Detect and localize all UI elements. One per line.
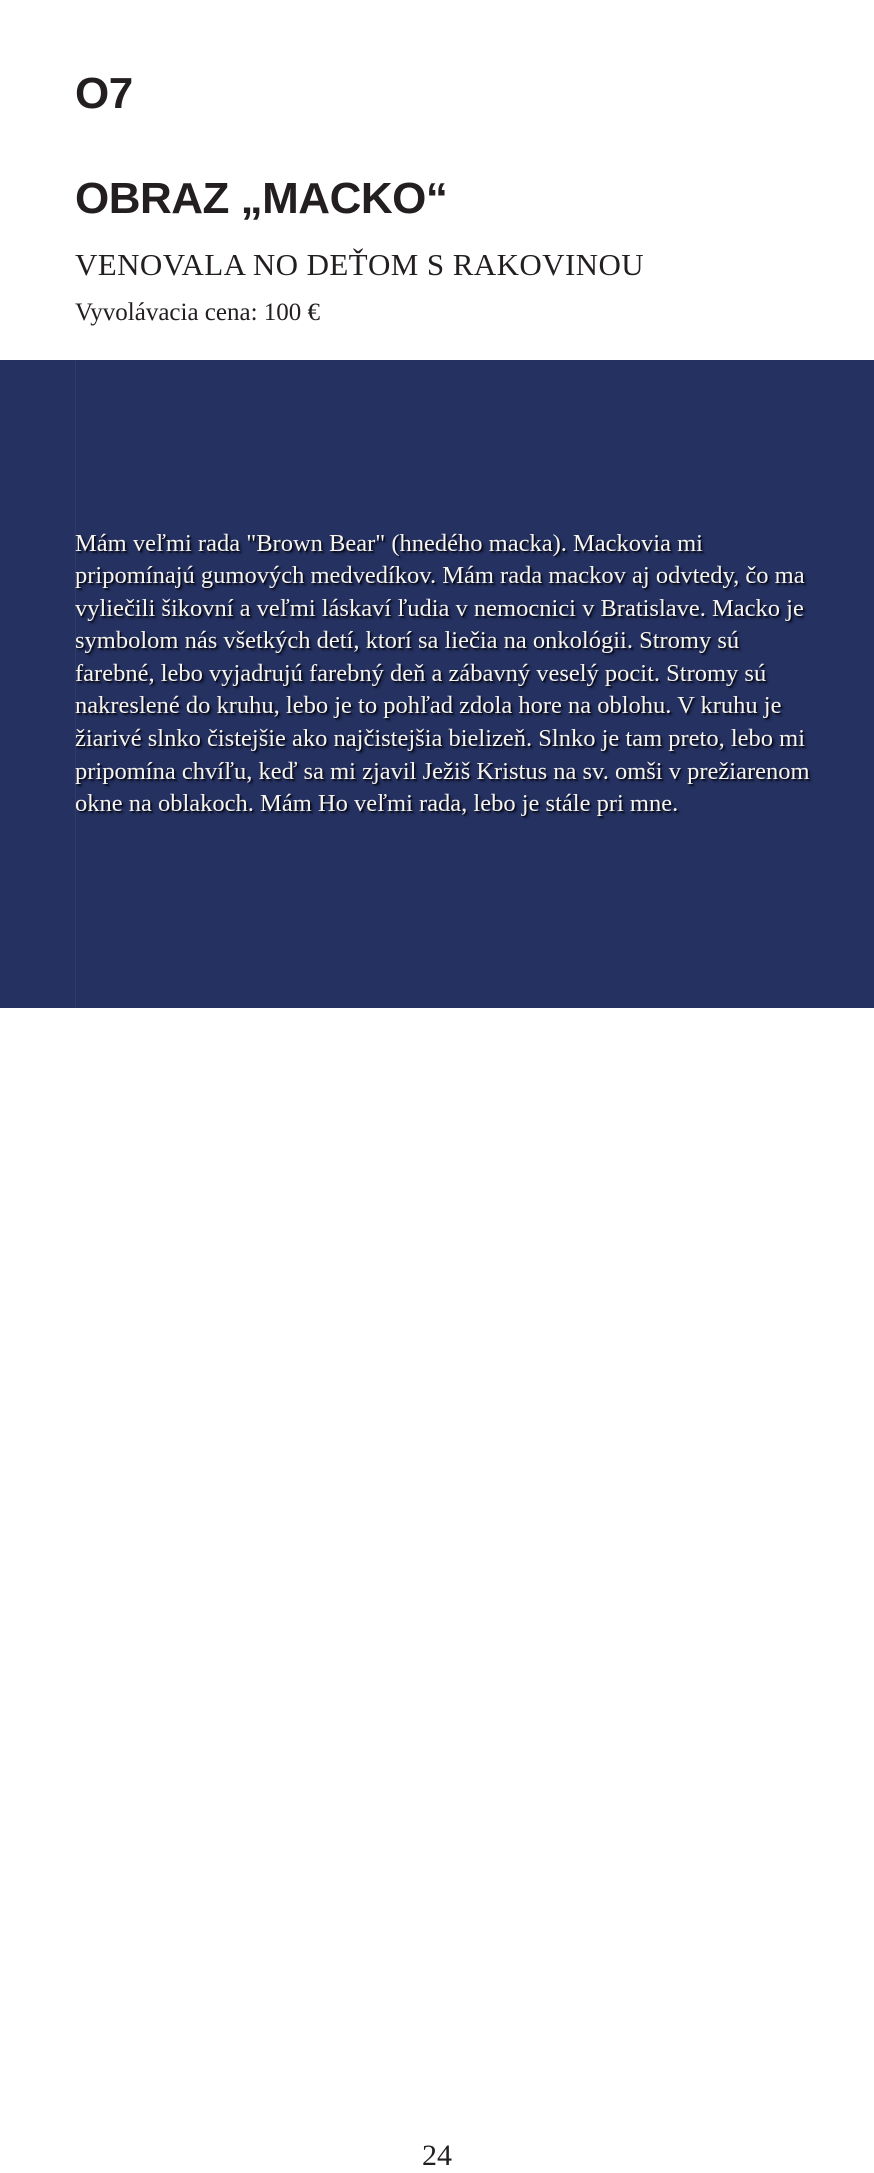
page-title: OBRAZ „MACKO“ xyxy=(75,174,448,224)
lot-header xyxy=(0,0,874,360)
page-number: 24 xyxy=(422,2139,452,2172)
artist-statement: Mám veľmi rada "Brown Bear" (hnedého macka). Mackovia mi pripomínajú gumových medvedíkov. Mám rada mackov aj odvtedy, čo ma vyliečili šikovní a veľmi láskaví ľudia v nemocnici v Bratislave. Macko je symbolom nás všetkých detí, ktorí sa liečia na onkológii. Stromy sú farebné, lebo vyjadrujú farebný deň a zábavný veselý pocit. Stromy sú nakreslené do kruhu, lebo je to pohľad zdola hore na oblohu. V kruhu je žiarivé slnko čistejšie ako najčistejšia bielizeň. Slnko je tam preto, lebo mi pripomína chvíľu, keď sa mi zjavil Ježiš Kristus na sv. omši v prežiarenom okne na oblakoch. Mám Ho veľmi rada, lebo je stále pri mne. xyxy=(75,529,810,818)
lot-number: O7 xyxy=(75,69,133,118)
lot-subtitle: VENOVALA NO DEŤOM S RAKOVINOU xyxy=(75,246,645,282)
statement-panel xyxy=(0,360,874,1008)
page-footer xyxy=(0,1008,874,2172)
starting-price: Vyvolávacia cena: 100 € xyxy=(75,299,321,326)
